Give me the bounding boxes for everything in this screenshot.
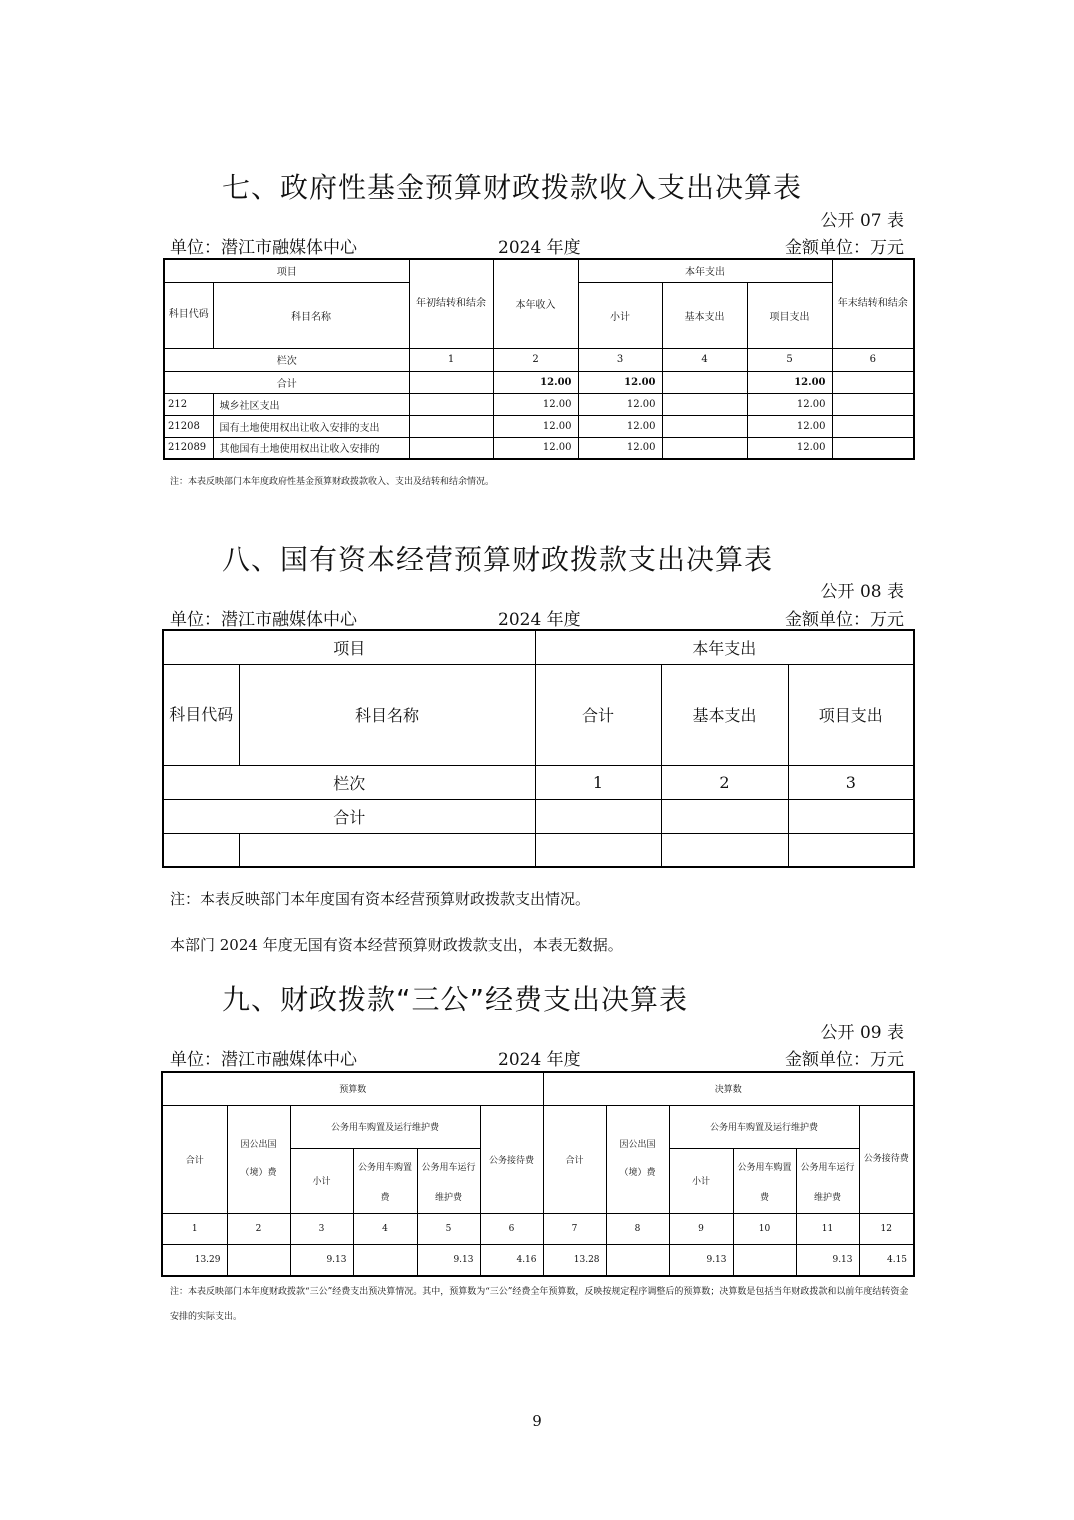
t07-row-project: 12.00 bbox=[747, 437, 832, 459]
t07-header-income: 本年收入 bbox=[493, 259, 578, 348]
t09-value: 9.13 bbox=[417, 1244, 480, 1276]
table07-note: 注：本表反映部门本年度政府性基金预算财政拨款收入、支出及结转和结余情况。 bbox=[170, 477, 495, 487]
t07-row-name: 其他国有土地使用权出让收入安排的 bbox=[213, 437, 409, 459]
t07-header-expense-group: 本年支出 bbox=[578, 259, 832, 282]
t08-header-expense-group: 本年支出 bbox=[535, 630, 914, 664]
t07-row-code: 21208 bbox=[164, 415, 213, 437]
t09-value bbox=[606, 1244, 669, 1276]
t07-total-begin bbox=[409, 371, 493, 393]
t08-header-project: 项目支出 bbox=[788, 664, 914, 765]
table08-code: 公开 08 表 bbox=[820, 582, 904, 602]
t07-row-code: 212 bbox=[164, 393, 213, 415]
t09-header-reception: 公务接待费 bbox=[859, 1105, 914, 1213]
t09-value bbox=[733, 1244, 796, 1276]
t07-col-number: 1 bbox=[409, 348, 493, 371]
table08-no-data-note: 本部门 2024 年度无国有资本经营预算财政拨款支出，本表无数据。 bbox=[170, 936, 623, 954]
table09 bbox=[161, 1071, 915, 1277]
t08-col-number: 3 bbox=[788, 765, 914, 799]
table-row bbox=[164, 437, 914, 459]
t07-header-code: 科目代码 bbox=[164, 282, 213, 348]
t09-header-vehicle-purchase: 公务用车购置费 bbox=[733, 1148, 796, 1213]
table09-code: 公开 09 表 bbox=[820, 1023, 904, 1043]
t07-row-name: 国有土地使用权出让收入安排的支出 bbox=[213, 415, 409, 437]
t07-col-number: 3 bbox=[578, 348, 662, 371]
t09-header-vehicle-group: 公务用车购置及运行维护费 bbox=[669, 1105, 859, 1148]
table-row bbox=[162, 1244, 914, 1276]
table07 bbox=[163, 258, 915, 460]
table08-unit: 单位：潜江市融媒体中心 bbox=[170, 610, 357, 630]
t09-col-number: 3 bbox=[290, 1213, 353, 1244]
t09-value: 4.16 bbox=[480, 1244, 543, 1276]
t08-total-cell bbox=[535, 799, 661, 833]
t07-row-income: 12.00 bbox=[493, 393, 578, 415]
t07-column-no-label: 栏次 bbox=[164, 348, 409, 371]
t08-header-basic: 基本支出 bbox=[661, 664, 788, 765]
t09-col-number: 5 bbox=[417, 1213, 480, 1244]
table09-currency: 金额单位：万元 bbox=[785, 1050, 904, 1070]
t09-col-number: 11 bbox=[796, 1213, 859, 1244]
t07-total-basic bbox=[662, 371, 747, 393]
t09-header-vehicle-group: 公务用车购置及运行维护费 bbox=[290, 1105, 480, 1148]
table-row bbox=[164, 393, 914, 415]
table07-code: 公开 07 表 bbox=[820, 211, 904, 231]
t07-total-label: 合计 bbox=[164, 371, 409, 393]
table-row bbox=[164, 415, 914, 437]
t09-header-vehicle-purchase: 公务用车购置费 bbox=[353, 1148, 417, 1213]
t09-value bbox=[353, 1244, 417, 1276]
t07-row-basic bbox=[662, 393, 747, 415]
t07-header-subtotal: 小计 bbox=[578, 282, 662, 348]
t09-header-budget: 预算数 bbox=[162, 1072, 543, 1105]
t07-row-end bbox=[832, 437, 914, 459]
t07-row-project: 12.00 bbox=[747, 415, 832, 437]
table08 bbox=[162, 629, 915, 868]
t08-column-no-label: 栏次 bbox=[163, 765, 535, 799]
t09-value: 13.29 bbox=[162, 1244, 227, 1276]
t09-col-number: 12 bbox=[859, 1213, 914, 1244]
t07-header-name: 科目名称 bbox=[213, 282, 409, 348]
t09-header-subtotal: 小计 bbox=[669, 1148, 733, 1213]
t07-row-income: 12.00 bbox=[493, 415, 578, 437]
table09-note: 注：本表反映部门本年度财政拨款“三公”经费支出预决算情况。其中，预算数为“三公”经费全年预算数，反映按规定程序调整后的预算数；决算数是包括当年财政拨款和以前年度结转资金安排的实际支出。 bbox=[170, 1287, 909, 1322]
t07-row-name: 城乡社区支出 bbox=[213, 393, 409, 415]
t09-value bbox=[227, 1244, 290, 1276]
t07-header-project: 项目支出 bbox=[747, 282, 832, 348]
t07-header-item: 项目 bbox=[164, 259, 409, 282]
t09-col-number: 7 bbox=[543, 1213, 606, 1244]
t07-row-basic bbox=[662, 437, 747, 459]
t07-row-begin bbox=[409, 393, 493, 415]
t08-total-label: 合计 bbox=[163, 799, 535, 833]
t09-header-reception: 公务接待费 bbox=[480, 1105, 543, 1213]
table07-unit: 单位：潜江市融媒体中心 bbox=[170, 238, 357, 258]
t07-row-basic bbox=[662, 415, 747, 437]
t09-value: 9.13 bbox=[669, 1244, 733, 1276]
t07-col-number: 6 bbox=[832, 348, 914, 371]
table08-title: 八、国有资本经营预算财政拨款支出决算表 bbox=[222, 543, 774, 576]
t08-header-code: 科目代码 bbox=[163, 664, 239, 765]
t07-row-end bbox=[832, 415, 914, 437]
t07-header-basic: 基本支出 bbox=[662, 282, 747, 348]
table09-title: 九、财政拨款“三公”经费支出决算表 bbox=[222, 983, 689, 1016]
t07-total-end bbox=[832, 371, 914, 393]
t07-total-income: 12.00 bbox=[493, 371, 578, 393]
t09-col-number: 2 bbox=[227, 1213, 290, 1244]
t07-row-subtotal: 12.00 bbox=[578, 415, 662, 437]
t08-header-name: 科目名称 bbox=[239, 664, 535, 765]
t09-value: 9.13 bbox=[290, 1244, 353, 1276]
t08-total-cell bbox=[788, 799, 914, 833]
t07-row-end bbox=[832, 393, 914, 415]
t08-empty-cell bbox=[163, 833, 239, 867]
t08-empty-cell bbox=[239, 833, 535, 867]
table08-note: 注：本表反映部门本年度国有资本经营预算财政拨款支出情况。 bbox=[170, 890, 591, 908]
t07-header-begin-balance: 年初结转和结余 bbox=[409, 259, 493, 348]
t09-header-vehicle-operation: 公务用车运行维护费 bbox=[417, 1148, 480, 1213]
table07-currency: 金额单位：万元 bbox=[785, 238, 904, 258]
t09-col-number: 9 bbox=[669, 1213, 733, 1244]
t09-header-total: 合计 bbox=[543, 1105, 606, 1213]
table07-year: 2024 年度 bbox=[498, 238, 581, 258]
t09-header-actual: 决算数 bbox=[543, 1072, 914, 1105]
t07-col-number: 5 bbox=[747, 348, 832, 371]
t08-col-number: 1 bbox=[535, 765, 661, 799]
t09-header-abroad: 因公出国（境）费 bbox=[227, 1105, 290, 1213]
t07-row-project: 12.00 bbox=[747, 393, 832, 415]
t07-total-subtotal: 12.00 bbox=[578, 371, 662, 393]
t08-empty-cell bbox=[535, 833, 661, 867]
table08-year: 2024 年度 bbox=[498, 610, 581, 630]
t09-value: 9.13 bbox=[796, 1244, 859, 1276]
t09-value: 13.28 bbox=[543, 1244, 606, 1276]
t07-row-begin bbox=[409, 437, 493, 459]
table09-unit: 单位：潜江市融媒体中心 bbox=[170, 1050, 357, 1070]
t09-col-number: 10 bbox=[733, 1213, 796, 1244]
t09-col-number: 4 bbox=[353, 1213, 417, 1244]
t09-value: 4.15 bbox=[859, 1244, 914, 1276]
t09-header-total: 合计 bbox=[162, 1105, 227, 1213]
t09-col-number: 6 bbox=[480, 1213, 543, 1244]
t08-total-cell bbox=[661, 799, 788, 833]
t09-header-subtotal: 小计 bbox=[290, 1148, 353, 1213]
t07-row-subtotal: 12.00 bbox=[578, 437, 662, 459]
t08-header-total: 合计 bbox=[535, 664, 661, 765]
t07-total-project: 12.00 bbox=[747, 371, 832, 393]
t09-header-abroad: 因公出国（境）费 bbox=[606, 1105, 669, 1213]
t08-header-item: 项目 bbox=[163, 630, 535, 664]
table-row bbox=[163, 833, 914, 867]
t07-row-subtotal: 12.00 bbox=[578, 393, 662, 415]
table07-title: 七、政府性基金预算财政拨款收入支出决算表 bbox=[222, 171, 803, 204]
table08-currency: 金额单位：万元 bbox=[785, 610, 904, 630]
t07-col-number: 4 bbox=[662, 348, 747, 371]
t07-header-end-balance: 年末结转和结余 bbox=[832, 259, 914, 348]
t09-col-number: 8 bbox=[606, 1213, 669, 1244]
t08-empty-cell bbox=[788, 833, 914, 867]
t07-row-code: 212089 bbox=[164, 437, 213, 459]
t07-row-income: 12.00 bbox=[493, 437, 578, 459]
t08-col-number: 2 bbox=[661, 765, 788, 799]
t07-total-row bbox=[164, 371, 914, 393]
t09-col-number: 1 bbox=[162, 1213, 227, 1244]
page-number: 9 bbox=[532, 1412, 542, 1430]
t08-empty-cell bbox=[661, 833, 788, 867]
table09-year: 2024 年度 bbox=[498, 1050, 581, 1070]
t07-col-number: 2 bbox=[493, 348, 578, 371]
t07-row-begin bbox=[409, 415, 493, 437]
t09-header-vehicle-operation: 公务用车运行维护费 bbox=[796, 1148, 859, 1213]
